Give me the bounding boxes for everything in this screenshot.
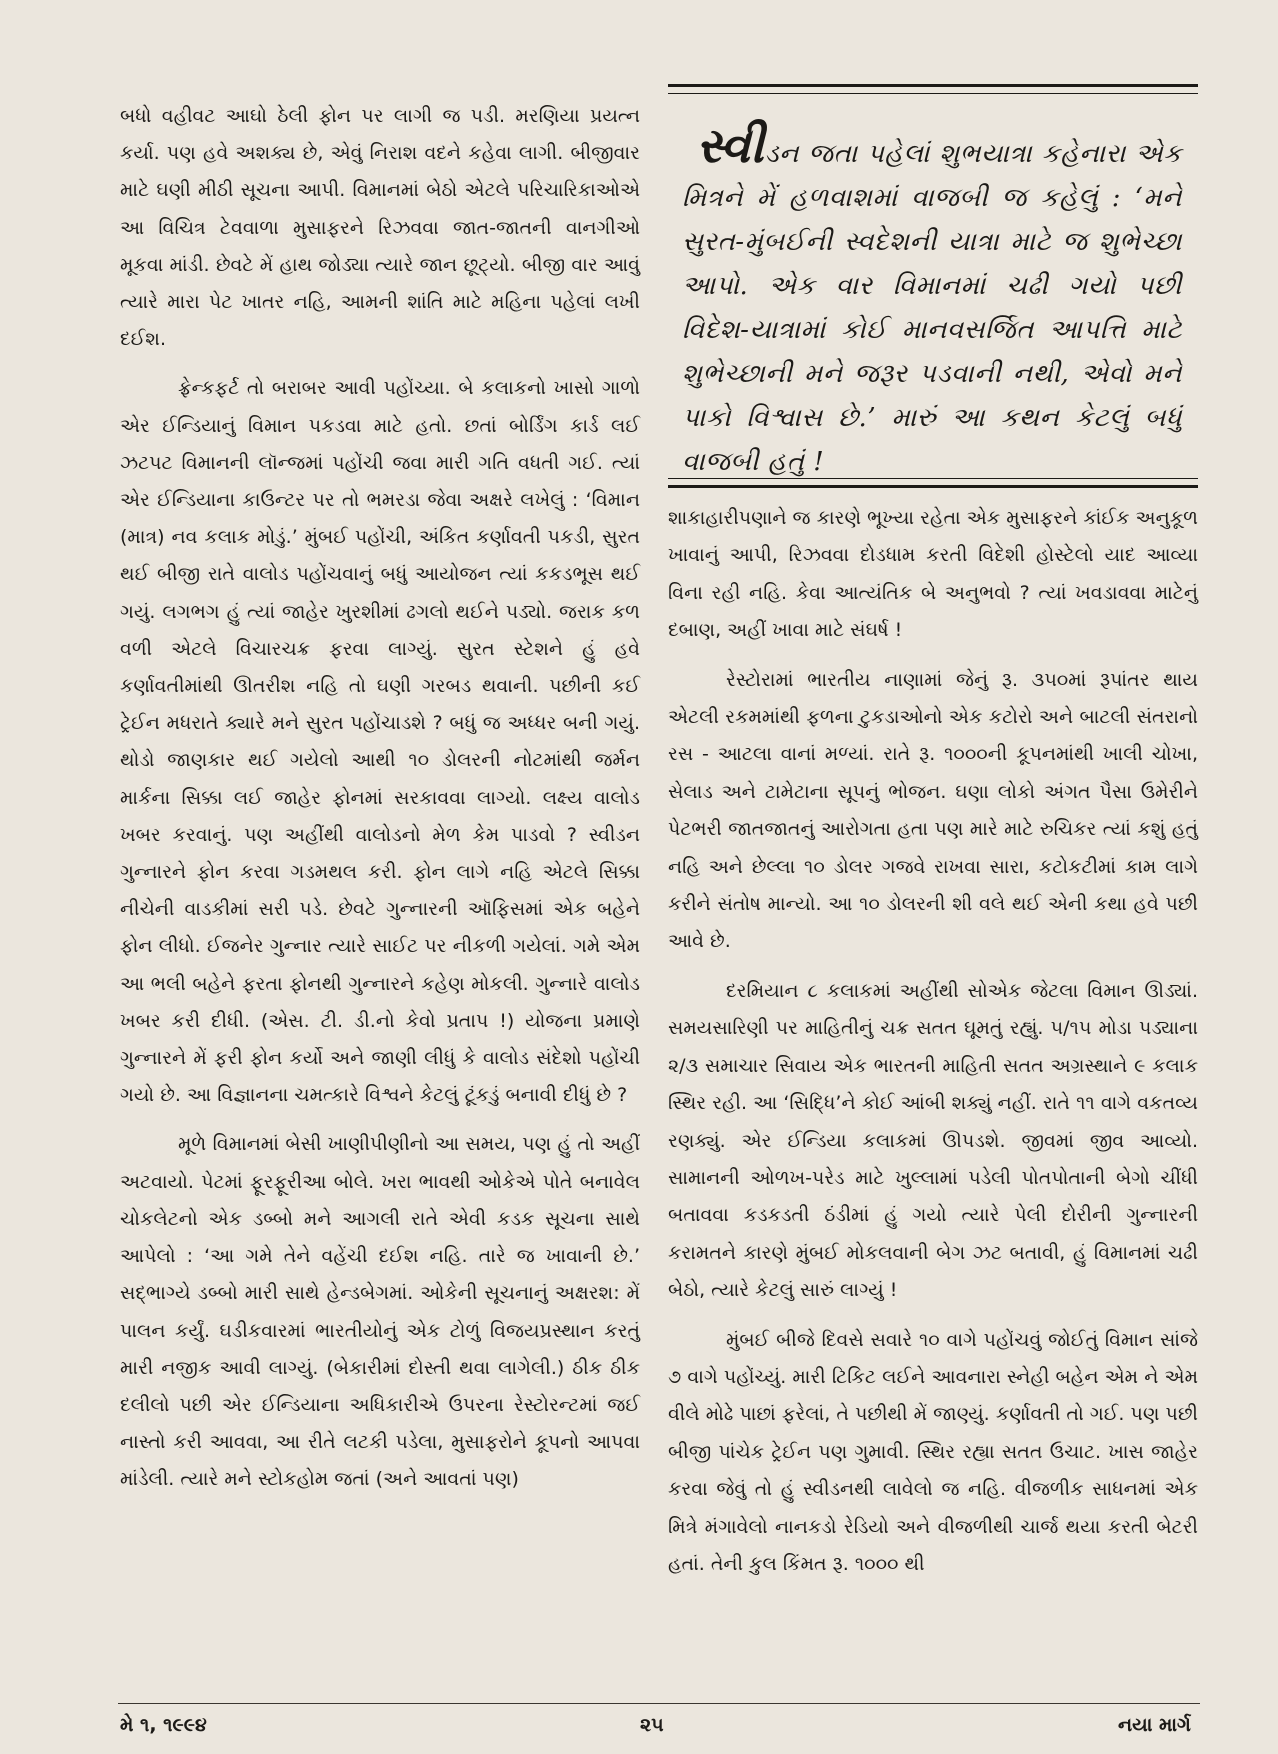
pull-quote-dropcap: સ્વી [696, 118, 765, 174]
pull-quote-bottom-rule [668, 478, 1198, 488]
pull-quote-text [682, 118, 1182, 484]
right-paragraph-4: મુંબઈ બીજે દિવસે સવારે ૧૦ વાગે પહોંચવું જોઈતું વિમાન સાંજે ૭ વાગે પહોંચ્યું. મારી ટિકિટ લઈને આવનારા સ્નેહી બહેન એમ ને એમ વીલે મોઢે પાછાં ફરેલાં, તે પછીથી મેં જાણ્યું. કર્ણાવતી તો ગઈ. પણ પછી બીજી પાંચેક ટ્રેઈન પણ ગુમાવી. સ્થિર રહ્યા સતત ઉચાટ. ખાસ જાહેર કરવા જેવું તો હું સ્વીડનથી લાવેલો જ નહિ. વીજળીક સાધનમાં એક મિત્રે મંગાવેલો નાનકડો રેડિયો અને વીજળીથી ચાર્જ થયા કરતી બેટરી હતાં. તેની કુલ કિંમત રૂ. ૧૦૦૦ થી [668, 1328, 1198, 1575]
pull-quote-top-rule [668, 84, 1198, 94]
pull-quote-box [668, 84, 1198, 488]
left-column [120, 98, 640, 1499]
left-paragraph-3: મૂળે વિમાનમાં બેસી ખાણીપીણીનો આ સમય, પણ હું તો અહીં અટવાયો. પેટમાં ફૂરફૂરીઆ બોલે. ખરા ભાવથી ઓકેએ પોતે બનાવેલ ચોકલેટનો એક ડબ્બો મને આગલી રાતે એવી કડક સૂચના સાથે આપેલો : ‘આ ગમે તેને વહેંચી દઈશ નહિ. તારે જ ખાવાની છે.’ સદ્ભાગ્યે ડબ્બો મારી સાથે હેન્ડબેગમાં. ઓકેની સૂચનાનું અક્ષરશ: મેં પાલન કર્યું. ઘડીકવારમાં ભારતીયોનું એક ટોળું વિજયપ્રસ્થાન કરતું મારી નજીક આવી લાગ્યું. (બેકારીમાં દોસ્તી થવા લાગેલી.) ઠીક ઠીક દલીલો પછી એર ઈન્ડિયાના અધિકારીએ ઉપરના રેસ્ટોરન્ટમાં જઈ નાસ્તો કરી આવવા, આ રીતે લટકી પડેલા, મુસાફરોને કૂપનો આપવા માંડેલી. ત્યારે મને સ્ટોકહોમ જતાં (અને આવતાં પણ) [120, 1133, 640, 1491]
pull-quote-body: ડન જતા પહેલાં શુભયાત્રા કહેનારા એક મિત્રને મેં હળવાશમાં વાજબી જ કહેલું : ‘મને સુરત-મુંબઈની સ્વદેશની યાત્રા માટે જ શુભેચ્છા આપો. એક વાર વિમાનમાં ચઢી ગયો પછી વિદેશ-યાત્રામાં કોઈ માનવસર્જિત આપત્તિ માટે શુભેચ્છાની મને જરૂર પડવાની નથી, એવો મને પાકો વિશ્વાસ છે.’ મારું આ કથન કેટલું બધું વાજબી હતું ! [682, 139, 1182, 477]
footer-magazine-name: નયા માર્ગ [1118, 1714, 1191, 1736]
right-column [668, 500, 1198, 1583]
right-paragraph-3: દરમિયાન ૮ કલાકમાં અહીંથી સોએક જેટલા વિમાન ઊડ્યાં. સમયસારિણી પર માહિતીનું ચક્ર સતત ઘૂમતું રહ્યું. ૫/૧૫ મોડા પડ્યાના ૨/૩ સમાચાર સિવાય એક ભારતની માહિતી સતત અગ્રસ્થાને ૯ કલાક સ્થિર રહી. આ ‘સિદ્ધિ’ને કોઈ આંબી શક્યું નહીં. રાતે ૧૧ વાગે વકતવ્ય રણક્યું. એર ઈન્ડિયા કલાકમાં ઊપડશે. જીવમાં જીવ આવ્યો. સામાનની ઓળખ-પરેડ માટે ખુલ્લામાં પડેલી પોતપોતાની બેગો ચીંધી બતાવવા કડકડતી ઠંડીમાં હું ગયો ત્યારે પેલી દોરીની ગુન્નારની કરામતને કારણે મુંબઈ મોકલવાની બેગ ઝટ બતાવી, હું વિમાનમાં ચઢી બેઠો, ત્યારે કેટલું સારું લાગ્યું ! [668, 979, 1198, 1302]
footer-date: મે ૧, ૧૯૯૪ [120, 1714, 207, 1736]
right-paragraph-2: રેસ્ટોરામાં ભારતીય નાણામાં જેનું રૂ. ૩૫૦માં રૂપાંતર થાય એટલી રકમમાંથી ફળના ટુકડાઓનો એક કટોરો અને બાટલી સંતરાનો રસ - આટલા વાનાં મળ્યાં. રાતે રૂ. ૧૦૦૦ની કૂપનમાંથી ખાલી ચોખા, સેલાડ અને ટામેટાના સૂપનું ભોજન. ઘણા લોકો અંગત પૈસા ઉમેરીને પેટભરી જાતજાતનું આરોગતા હતા પણ મારે માટે રુચિકર ત્યાં કશું હતું નહિ અને છેલ્લા ૧૦ ડોલર ગજવે રાખવા સારા, કટોકટીમાં કામ લાગે કરીને સંતોષ માન્યો. આ ૧૦ ડોલરની શી વલે થઈ એની કથા હવે પછી આવે છે. [668, 668, 1198, 953]
left-paragraph-2: ફ્રેન્કફર્ટ તો બરાબર આવી પહોંચ્યા. બે કલાકનો ખાસો ગાળો એર ઈન્ડિયાનું વિમાન પકડવા માટે હતો. છતાં બોર્ડિંગ કાર્ડ લઈ ઝટપટ વિમાનની લૉન્જમાં પહોંચી જવા મારી ગતિ વધતી ગઈ. ત્યાં એર ઈન્ડિયાના કાઉન્ટર પર તો ભમરડા જેવા અક્ષરે લખેલું : ‘વિમાન (માત્ર) નવ કલાક મોડું.’ મુંબઈ પહોંચી, અંકિત કર્ણાવતી પકડી, સુરત થઈ બીજી રાતે વાલોડ પહોંચવાનું બધું આયોજન ત્યાં કકડભૂસ થઈ ગયું. લગભગ હું ત્યાં જાહેર ખુરશીમાં ઢગલો થઈને પડ્યો. જરાક કળ વળી એટલે વિચારચક્ર ફરવા લાગ્યું. સુરત સ્ટેશને હું હવે કર્ણાવતીમાંથી ઊતરીશ નહિ તો ઘણી ગરબડ થવાની. પછીની કઈ ટ્રેઈન મધરાતે ક્યારે મને સુરત પહોંચાડશે ? બધું જ અધ્ધર બની ગયું. થોડો જાણકાર થઈ ગયેલો આથી ૧૦ ડોલરની નોટમાંથી જર્મન માર્કના સિક્કા લઈ જાહેર ફોનમાં સરકાવવા લાગ્યો. લક્ષ્ય વાલોડ ખબર કરવાનું. પણ અહીંથી વાલોડનો મેળ કેમ પાડવો ? સ્વીડન ગુન્નારને ફોન કરવા ગડમથલ કરી. ફોન લાગે નહિ એટલે સિક્કા નીચેની વાડકીમાં સરી પડે. છેવટે ગુન્નારની ઑફિસમાં એક બહેને ફોન લીધો. ઈજનેર ગુન્નાર ત્યારે સાઈટ પર નીકળી ગયેલાં. ગમે એમ આ ભલી બહેને ફરતા ફોનથી ગુન્નારને કહેણ મોકલી. ગુન્નારે વાલોડ ખબર કરી દીધી. (એસ. ટી. ડી.નો કેવો પ્રતાપ !) યોજના પ્રમાણે ગુન્નારને મેં ફરી ફોન કર્યો અને જાણી લીધું કે વાલોડ સંદેશો પહોંચી ગયો છે. આ વિજ્ઞાનના ચમત્કારે વિશ્વને કેટલું ટૂંકડું બનાવી દીધું છે ? [120, 377, 640, 1107]
footer-page-number: ૨૫ [640, 1714, 664, 1736]
footer-divider [118, 1703, 1200, 1704]
right-paragraph-1: શાકાહારીપણાને જ કારણે ભૂખ્યા રહેતા એક મુસાફરને કાંઈક અનુકૂળ ખાવાનું આપી, રિઝવવા દોડધામ કરતી વિદેશી હોસ્ટેલો યાદ આવ્યા વિના રહી નહિ. કેવા આત્યંતિક બે અનુભવો ? ત્યાં ખવડાવવા માટેનું દબાણ, અહીં ખાવા માટે સંઘર્ષ ! [668, 507, 1198, 642]
left-paragraph-1: બધો વહીવટ આઘો ઠેલી ફોન પર લાગી જ પડી. મરણિયા પ્રયત્ન કર્યા. પણ હવે અશક્ય છે, એવું નિરાશ વદને કહેવા લાગી. બીજીવાર માટે ઘણી મીઠી સૂચના આપી. વિમાનમાં બેઠો એટલે પરિચારિકાઓએ આ વિચિત્ર ટેવવાળા મુસાફરને રિઝવવા જાત-જાતની વાનગીઓ મૂકવા માંડી. છેવટે મેં હાથ જોડ્યા ત્યારે જાન છૂટ્યો. બીજી વાર આવું ત્યારે મારા પેટ ખાતર નહિ, આમની શાંતિ માટે મહિના પહેલાં લખી દઈશ. [120, 105, 640, 351]
